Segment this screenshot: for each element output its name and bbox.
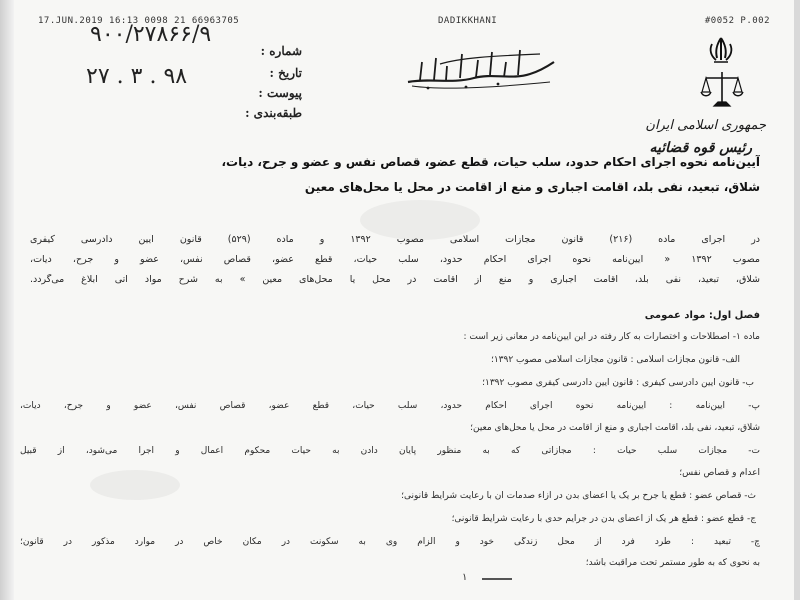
article-line: پ- آیین‌نامه : آیین‌نامه نحوه اجرای احکام حدود، سلب حیات، قطع عضو، قصاص نفس، عضو و جرح، دیات، — [20, 401, 760, 411]
article-line: الف- قانون مجازات اسلامی : قانون مجازات اسلامی مصوب ۱۳۹۲؛ — [490, 355, 740, 365]
fax-header-timestamp: 17.JUN.2019 16:13 0098 21 66963705 — [38, 16, 240, 26]
article-line: ماده ۱- اصطلاحات و اختصارات به کار رفته در این آیین‌نامه در معانی زیر است : — [463, 332, 760, 342]
scales-of-justice-icon — [700, 68, 744, 112]
classification-label: طبقه‌بندی : — [245, 106, 302, 120]
intro-paragraph-line: در اجرای ماده (۲۱۶) قانون مجازات اسلامی مصوب ۱۳۹۲ و ماده (۵۲۹) قانون آیین دادرسی کیفری — [30, 234, 760, 245]
intro-paragraph-line: شلاق، تبعید، نفی بلد، اقامت اجباری و منع از اقامت در محل یا محل‌های معین » به شرح مواد آتی ابلاغ می‌گردد. — [30, 274, 760, 285]
date-label: تاریخ : — [269, 66, 302, 80]
fax-header-page: #0052 P.002 — [704, 16, 770, 26]
scan-smudge — [90, 470, 180, 500]
handwritten-letter-number: ۹۰۰/۲۷۸۶۶/۹ — [90, 22, 212, 47]
article-line: ج- قطع عضو : قطع هر یک از اعضای بدن در جرایم حدی با رعایت شرایط قانونی؛ — [451, 514, 756, 524]
scan-edge-shadow — [0, 0, 14, 600]
article-line: ب- قانون آیین دادرسی کیفری : قانون آیین دادرسی کیفری مصوب ۱۳۹۲؛ — [482, 378, 754, 388]
fax-header-sender: DADIKKHANI — [438, 16, 498, 26]
article-line: اعدام و قصاص نفس؛ — [679, 468, 760, 478]
article-line: شلاق، تبعید، نفی بلد، اقامت اجباری و منع از اقامت در محل یا محل‌های معین؛ — [470, 423, 760, 433]
iran-emblem-icon — [706, 36, 736, 64]
org-name-line-2: رئیس قوه قضائیه — [649, 140, 752, 156]
attachment-label: پیوست : — [258, 86, 302, 100]
bismillah-calligraphy — [400, 44, 560, 92]
page-number: ۱ — [462, 572, 468, 583]
article-line: ت- مجازات سلب حیات : مجازاتی که به منظور پایان دادن به حیات محکوم اعمال و اجرا می‌شود، از قبیل — [20, 446, 760, 456]
letter-meta-block — [72, 20, 312, 120]
scan-smudge — [360, 200, 480, 240]
handwritten-letter-date: ۹۸ . ۳ . ۲۷ — [86, 64, 188, 89]
document-title-line-1: آیین‌نامه نحوه اجرای احکام حدود، سلب حیات، قطع عضو، قصاص نفس و عضو و جرح، دیات، — [221, 155, 760, 169]
number-label: شماره : — [260, 44, 302, 58]
document-title-line-2: شلاق، تبعید، نفی بلد، اقامت اجباری و منع از اقامت در محل یا محل‌های معین — [304, 180, 760, 194]
page-number-underline — [482, 578, 512, 580]
article-line: به نحوی که به طور مستمر تحت مراقبت باشد؛ — [585, 558, 760, 568]
chapter-heading: فصل اول: مواد عمومی — [644, 310, 760, 321]
bismillah-calligraphy-graphic — [400, 44, 560, 92]
article-line: ث- قصاص عضو : قطع یا جرح بر یک یا اعضای بدن در ازاء صدمات آن با رعایت شرایط قانونی؛ — [401, 491, 756, 501]
org-name-line-1: جمهوری اسلامی ایران — [645, 118, 766, 133]
intro-paragraph-line: مصوب ۱۳۹۲ « آیین‌نامه نحوه اجرای احکام حدود، سلب حیات، قطع عضو، قصاص نفس، عضو و جرح، دیات، — [30, 254, 760, 265]
judiciary-letterhead — [646, 28, 776, 158]
scan-edge-right — [794, 0, 800, 600]
article-line: چ- تبعید : طرد فرد از محل زندگی خود و الزام وی به سکونت در مکان خاص در موارد مذکور در قانون؛ — [20, 537, 760, 547]
